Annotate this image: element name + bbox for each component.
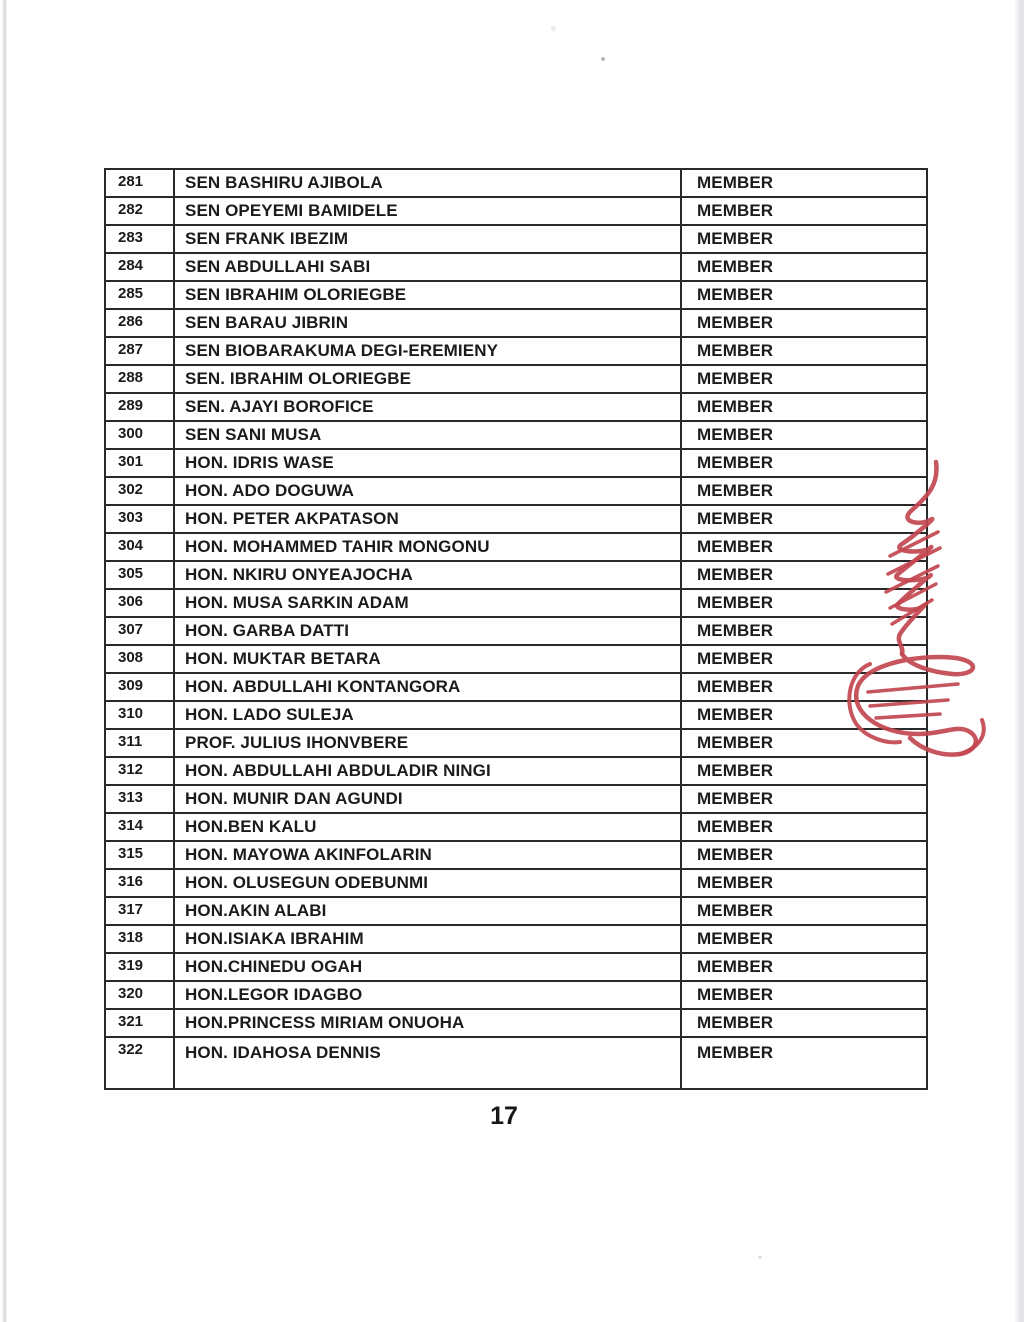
row-name-cell: HON. MUNIR DAN AGUNDI bbox=[175, 786, 682, 812]
row-role-cell: MEMBER bbox=[697, 985, 774, 1004]
row-serial-cell: 301 bbox=[106, 450, 175, 476]
row-name-cell: SEN. IBRAHIM OLORIEGBE bbox=[175, 366, 682, 392]
row-serial-cell: 285 bbox=[106, 282, 175, 308]
row-serial-cell: 309 bbox=[106, 674, 175, 700]
row-role-cell: MEMBER bbox=[697, 509, 774, 528]
table-row bbox=[106, 842, 926, 870]
table-row bbox=[106, 786, 926, 814]
row-serial-cell: 314 bbox=[106, 814, 175, 840]
row-serial-cell: 318 bbox=[106, 926, 175, 952]
row-serial-cell: 300 bbox=[106, 422, 175, 448]
table-row bbox=[106, 254, 926, 282]
table-row bbox=[106, 170, 926, 198]
members-table bbox=[104, 168, 928, 1090]
row-role-cell: MEMBER bbox=[697, 1043, 774, 1062]
row-name-cell: HON. IDRIS WASE bbox=[175, 450, 682, 476]
row-name-cell: HON.LEGOR IDAGBO bbox=[175, 982, 682, 1008]
row-role-cell: MEMBER bbox=[697, 1013, 774, 1032]
table-row bbox=[106, 954, 926, 982]
table-row bbox=[106, 198, 926, 226]
table-row bbox=[106, 506, 926, 534]
row-role-cell: MEMBER bbox=[697, 201, 774, 220]
row-name-cell: HON. MUKTAR BETARA bbox=[175, 646, 682, 672]
row-role-cell: MEMBER bbox=[697, 957, 774, 976]
row-role-cell: MEMBER bbox=[697, 453, 774, 472]
row-role-cell: MEMBER bbox=[697, 593, 774, 612]
row-name-cell: SEN. AJAYI BOROFICE bbox=[175, 394, 682, 420]
row-name-cell: HON.ISIAKA IBRAHIM bbox=[175, 926, 682, 952]
row-name-cell: PROF. JULIUS IHONVBERE bbox=[175, 730, 682, 756]
row-name-cell: HON. ABDULLAHI ABDULADIR NINGI bbox=[175, 758, 682, 784]
row-serial-cell: 313 bbox=[106, 786, 175, 812]
table-row bbox=[106, 226, 926, 254]
row-role-cell: MEMBER bbox=[697, 789, 774, 808]
row-role-cell: MEMBER bbox=[697, 873, 774, 892]
table-row bbox=[106, 674, 926, 702]
row-serial-cell: 320 bbox=[106, 982, 175, 1008]
row-serial-cell: 308 bbox=[106, 646, 175, 672]
page-right-edge bbox=[1015, 0, 1024, 1322]
table-row bbox=[106, 730, 926, 758]
row-role-cell: MEMBER bbox=[697, 397, 774, 416]
scan-speck bbox=[601, 57, 605, 61]
row-serial-cell: 307 bbox=[106, 618, 175, 644]
row-name-cell: SEN SANI MUSA bbox=[175, 422, 682, 448]
row-name-cell: SEN OPEYEMI BAMIDELE bbox=[175, 198, 682, 224]
row-role-cell: MEMBER bbox=[697, 845, 774, 864]
row-name-cell: HON. MAYOWA AKINFOLARIN bbox=[175, 842, 682, 868]
row-name-cell: SEN BIOBARAKUMA DEGI-EREMIENY bbox=[175, 338, 682, 364]
row-role-cell: MEMBER bbox=[697, 621, 774, 640]
row-serial-cell: 306 bbox=[106, 590, 175, 616]
row-role-cell: MEMBER bbox=[697, 761, 774, 780]
row-serial-cell: 283 bbox=[106, 226, 175, 252]
row-serial-cell: 284 bbox=[106, 254, 175, 280]
table-row bbox=[106, 870, 926, 898]
row-serial-cell: 321 bbox=[106, 1010, 175, 1036]
row-name-cell: HON. IDAHOSA DENNIS bbox=[175, 1038, 682, 1088]
signature-ink-icon bbox=[838, 448, 1000, 762]
row-name-cell: SEN FRANK IBEZIM bbox=[175, 226, 682, 252]
scan-speck bbox=[758, 1256, 762, 1259]
row-serial-cell: 305 bbox=[106, 562, 175, 588]
row-role-cell: MEMBER bbox=[697, 341, 774, 360]
row-role-cell: MEMBER bbox=[697, 817, 774, 836]
row-role-cell: MEMBER bbox=[697, 173, 774, 192]
table-row bbox=[106, 646, 926, 674]
table-row bbox=[106, 758, 926, 786]
row-role-cell: MEMBER bbox=[697, 929, 774, 948]
row-role-cell: MEMBER bbox=[697, 257, 774, 276]
row-name-cell: HON. ABDULLAHI KONTANGORA bbox=[175, 674, 682, 700]
row-serial-cell: 319 bbox=[106, 954, 175, 980]
row-role-cell: MEMBER bbox=[697, 313, 774, 332]
row-name-cell: HON. LADO SULEJA bbox=[175, 702, 682, 728]
table-row bbox=[106, 814, 926, 842]
row-role-cell: MEMBER bbox=[697, 285, 774, 304]
table-row bbox=[106, 618, 926, 646]
table-row bbox=[106, 1038, 926, 1088]
scan-speck bbox=[551, 26, 556, 31]
table-row bbox=[106, 534, 926, 562]
row-serial-cell: 303 bbox=[106, 506, 175, 532]
row-role-cell: MEMBER bbox=[697, 649, 774, 668]
row-role-cell: MEMBER bbox=[697, 481, 774, 500]
table-row bbox=[106, 926, 926, 954]
row-name-cell: HON. MOHAMMED TAHIR MONGONU bbox=[175, 534, 682, 560]
row-serial-cell: 311 bbox=[106, 730, 175, 756]
row-serial-cell: 312 bbox=[106, 758, 175, 784]
row-serial-cell: 302 bbox=[106, 478, 175, 504]
row-role-cell: MEMBER bbox=[697, 537, 774, 556]
row-name-cell: SEN ABDULLAHI SABI bbox=[175, 254, 682, 280]
row-serial-cell: 287 bbox=[106, 338, 175, 364]
row-serial-cell: 282 bbox=[106, 198, 175, 224]
row-name-cell: HON. GARBA DATTI bbox=[175, 618, 682, 644]
table-row bbox=[106, 982, 926, 1010]
table-row bbox=[106, 562, 926, 590]
row-role-cell: MEMBER bbox=[697, 229, 774, 248]
row-role-cell: MEMBER bbox=[697, 369, 774, 388]
row-role-cell: MEMBER bbox=[697, 677, 774, 696]
table-row bbox=[106, 422, 926, 450]
row-name-cell: HON.CHINEDU OGAH bbox=[175, 954, 682, 980]
table-row bbox=[106, 394, 926, 422]
table-row bbox=[106, 310, 926, 338]
table-row bbox=[106, 1010, 926, 1038]
table-row bbox=[106, 898, 926, 926]
row-serial-cell: 304 bbox=[106, 534, 175, 560]
page-number: 17 bbox=[490, 1102, 518, 1130]
row-name-cell: SEN BASHIRU AJIBOLA bbox=[175, 170, 682, 196]
row-serial-cell: 316 bbox=[106, 870, 175, 896]
row-serial-cell: 310 bbox=[106, 702, 175, 728]
row-name-cell: SEN IBRAHIM OLORIEGBE bbox=[175, 282, 682, 308]
row-serial-cell: 286 bbox=[106, 310, 175, 336]
row-serial-cell: 281 bbox=[106, 170, 175, 196]
row-name-cell: HON. MUSA SARKIN ADAM bbox=[175, 590, 682, 616]
row-name-cell: HON. NKIRU ONYEAJOCHA bbox=[175, 562, 682, 588]
row-serial-cell: 288 bbox=[106, 366, 175, 392]
row-role-cell: MEMBER bbox=[697, 425, 774, 444]
row-name-cell: HON.PRINCESS MIRIAM ONUOHA bbox=[175, 1010, 682, 1036]
row-serial-cell: 315 bbox=[106, 842, 175, 868]
row-serial-cell: 317 bbox=[106, 898, 175, 924]
row-serial-cell: 289 bbox=[106, 394, 175, 420]
table-row bbox=[106, 478, 926, 506]
table-row bbox=[106, 338, 926, 366]
row-name-cell: HON. PETER AKPATASON bbox=[175, 506, 682, 532]
row-name-cell: HON. OLUSEGUN ODEBUNMI bbox=[175, 870, 682, 896]
table-row bbox=[106, 450, 926, 478]
row-name-cell: HON. ADO DOGUWA bbox=[175, 478, 682, 504]
table-row bbox=[106, 282, 926, 310]
row-name-cell: HON.BEN KALU bbox=[175, 814, 682, 840]
row-serial-cell: 322 bbox=[106, 1038, 175, 1088]
row-name-cell: SEN BARAU JIBRIN bbox=[175, 310, 682, 336]
row-role-cell: MEMBER bbox=[697, 705, 774, 724]
row-role-cell: MEMBER bbox=[697, 901, 774, 920]
row-role-cell: MEMBER bbox=[697, 565, 774, 584]
table-row bbox=[106, 702, 926, 730]
row-name-cell: HON.AKIN ALABI bbox=[175, 898, 682, 924]
table-row bbox=[106, 590, 926, 618]
table-row bbox=[106, 366, 926, 394]
row-role-cell: MEMBER bbox=[697, 733, 774, 752]
